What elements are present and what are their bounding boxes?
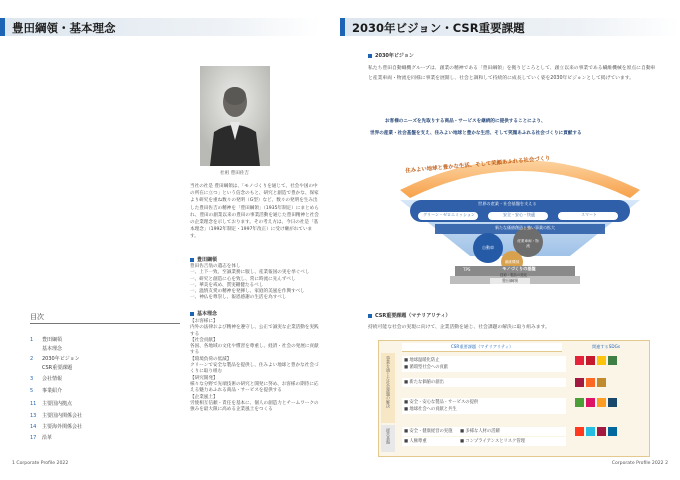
- csr-row-5b: ■ コンプライアンスとリスク管理: [460, 439, 525, 444]
- sdg-goal-icon: [608, 398, 617, 407]
- right-page-header: [340, 18, 680, 36]
- toc-title: 目次: [30, 313, 44, 321]
- csr-text: 持続可能な社会の実現に向けて、企業活動を通じ、社会課題の解決に取り組みます。: [368, 325, 550, 330]
- circle-industrial: 産業車両・物流: [517, 239, 539, 248]
- band-label: 世界の産業・社会基盤を支える: [478, 201, 537, 206]
- evolution-label: 技術・製品の進化: [500, 273, 528, 277]
- pill-safe: 安全・安心・快適: [503, 212, 535, 217]
- csr-side-label-foundation: 経営基盤: [381, 425, 395, 452]
- toc-item[interactable]: CSR重要課題: [42, 365, 73, 371]
- header-accent-bar: [0, 18, 5, 36]
- right-footer: Corporate Profile 2022 2: [611, 461, 668, 466]
- section-title-toyoda-precepts: 豊田綱領: [190, 256, 217, 263]
- portrait-illustration: [200, 66, 270, 166]
- left-page-header: [0, 18, 320, 36]
- sdg-goal-icon: [586, 356, 595, 365]
- csr-row-5: ■ 人権尊重: [402, 437, 566, 446]
- photo-caption: 社祖 豊田佐吉: [220, 171, 250, 176]
- sdg-goal-icon: [597, 356, 606, 365]
- sdg-goal-icon: [575, 356, 584, 365]
- vision-diagram-intro-1: お客様のニーズを先取りする商品・サービスを継続的に提供することにより、: [385, 119, 546, 124]
- base-tps: TPS: [463, 267, 471, 272]
- sdg-goal-icon: [575, 378, 584, 387]
- circle-automobile: 自動車: [482, 245, 494, 250]
- left-footer: 1 Corporate Profile 2022: [12, 461, 69, 466]
- toc-item[interactable]: 5 事業紹介: [30, 388, 63, 394]
- toc-item[interactable]: 1 豊田綱領: [30, 337, 63, 343]
- sdg-goal-icon: [575, 398, 584, 407]
- sdg-goal-icon: [608, 356, 617, 365]
- founder-body-text: 当社の社是 豊田綱領は、「モノづくりを通じて、社会や国の中の所在に立つ」という信念のもと、研究と創造で豊かな、保家より研究を重ね数々の発明（G型）など、数々の発明を生み出した豊田佐吉の精神を「豊田綱領」（1935年制定）にまとめられ、豊田の創業以来の豊田の事業活動を通じた豊田精神と社会の企業理念を示しております。その考え方は、今日の社是「基本理念」（1992年制定・1997年改正）に受け継がれています。: [190, 184, 319, 240]
- base-precepts: 豊田綱領: [502, 278, 518, 283]
- csr-row-4: ■ 安全・健康経営の実施: [402, 427, 566, 436]
- toyoda-precepts-text: 豊田佐吉翁の遺志を体し 一、上下一致、至誠業務に服し、産業報国の実を挙ぐべし 一、研究と創造に心を致し、常に時流に先んずべし 一、華美を戒め、質実剛健たるべし 一、温情友愛の精神を発揮し、家庭的美風を作興すべし 一、神仏を尊崇し、報恩感謝の生活を為すべし: [190, 264, 310, 301]
- section-marker: [368, 54, 372, 58]
- arch-label: 住みよい地球と豊かな生活、そして笑顔あふれる社会づくり: [405, 155, 551, 175]
- vision-diagram-intro-2: 世界の産業・社会基盤を支え、住みよい地球と豊かな生活、そして笑顔あふれる社会づくりに貢献する: [370, 131, 582, 136]
- toc-item[interactable]: 17 沿革: [30, 435, 53, 441]
- csr-row-2: ■ 新たな価値の創出: [402, 378, 566, 387]
- sdg-goal-icon: [597, 378, 606, 387]
- toc-item[interactable]: 11 主要国内拠点: [30, 401, 73, 407]
- csr-row-3: ■ 安全・安心な製品・サービスの提供 ■ 地球社会への貢献と共生: [402, 398, 566, 414]
- toc-item[interactable]: 14 主要海外関係会社: [30, 424, 83, 430]
- sdg-goal-icon: [586, 398, 595, 407]
- sdg-goal-icon: [575, 427, 584, 436]
- circle-textile: 繊維機械: [504, 260, 520, 264]
- basic-philosophy-text: 【お客様に】 内外の法律および精神を遵守し、公正で誠実な企業活動を実践する 【社会貢献】 各国、各地域の文化や慣習を尊重し、経済・社会の発展に貢献する 【環境負荷の低減】 クリーンで安全な製品を提供し、住みよい地球と豊かな社会づくりに取り組む 【研究開発】 様々な分野で先端技術の研究と開発に努め、お客様の期待に応える魅力あふれる商品・サービスを提供する 【企業風土】 労使相互信頼・責任を基本に、個人の創造力とチームワークの強みを最大限に高める企業風土をつくる: [190, 319, 319, 413]
- section-title-basic-philosophy: 基本理念: [190, 310, 217, 317]
- sdg-goal-icon: [597, 427, 606, 436]
- pill-smart: スマート: [581, 212, 597, 217]
- toc-item[interactable]: 基本理念: [42, 346, 63, 352]
- left-header-title: 豊田綱領・基本理念: [12, 21, 116, 35]
- sdg-goal-icon: [586, 378, 595, 387]
- field-label: 新たな価値創造と強い事業の拡大: [495, 225, 555, 230]
- toc-item[interactable]: 13 主要国内関係会社: [30, 413, 83, 419]
- csr-row-1: ■ 地球温暖化防止 ■ 循環型社会への貢献: [402, 356, 566, 372]
- csr-table-header-sdgs: 関連するSDGs: [591, 344, 621, 349]
- csr-table-header-materiality: CSR重要課題（マテリアリティ）: [402, 343, 562, 352]
- portrait-photo: [200, 66, 270, 166]
- right-header-title: 2030年ビジョン・CSR重要課題: [352, 21, 525, 35]
- vision-text: 私たち豊田自動織機グループは、創業の精神である「豊田綱領」を拠りどころとして、創立以来の事業である繊維機械を原点に自動車と産業車両・物流を同様に事業を展開し、社会と調和して持続的に成長していく姿を2030年ビジョンとして掲げています。: [368, 66, 656, 81]
- header-accent-bar: [340, 18, 345, 36]
- sdg-goal-icon: [586, 427, 595, 436]
- sdg-goal-icon: [608, 427, 617, 436]
- section-title-vision: 2030年ビジョン: [368, 52, 414, 59]
- base-foundation: モノづくりの基盤: [502, 266, 536, 271]
- section-marker: [368, 314, 372, 318]
- pill-green: グリーン・ゼロエミッション: [423, 212, 475, 217]
- section-title-csr: CSR重要課題（マテリアリティ）: [368, 312, 451, 319]
- toc-item[interactable]: 2 2030年ビジョン: [30, 356, 80, 362]
- csr-side-label-business: 事業を通じた社会課題の解決: [381, 353, 395, 423]
- section-marker: [190, 312, 194, 316]
- csr-row-4b: ■ 多様な人材の活躍: [460, 429, 500, 434]
- sdg-goal-icon: [597, 398, 606, 407]
- section-marker: [190, 258, 194, 262]
- toc-divider: [30, 323, 180, 324]
- toc-item[interactable]: 3 会社情報: [30, 376, 63, 382]
